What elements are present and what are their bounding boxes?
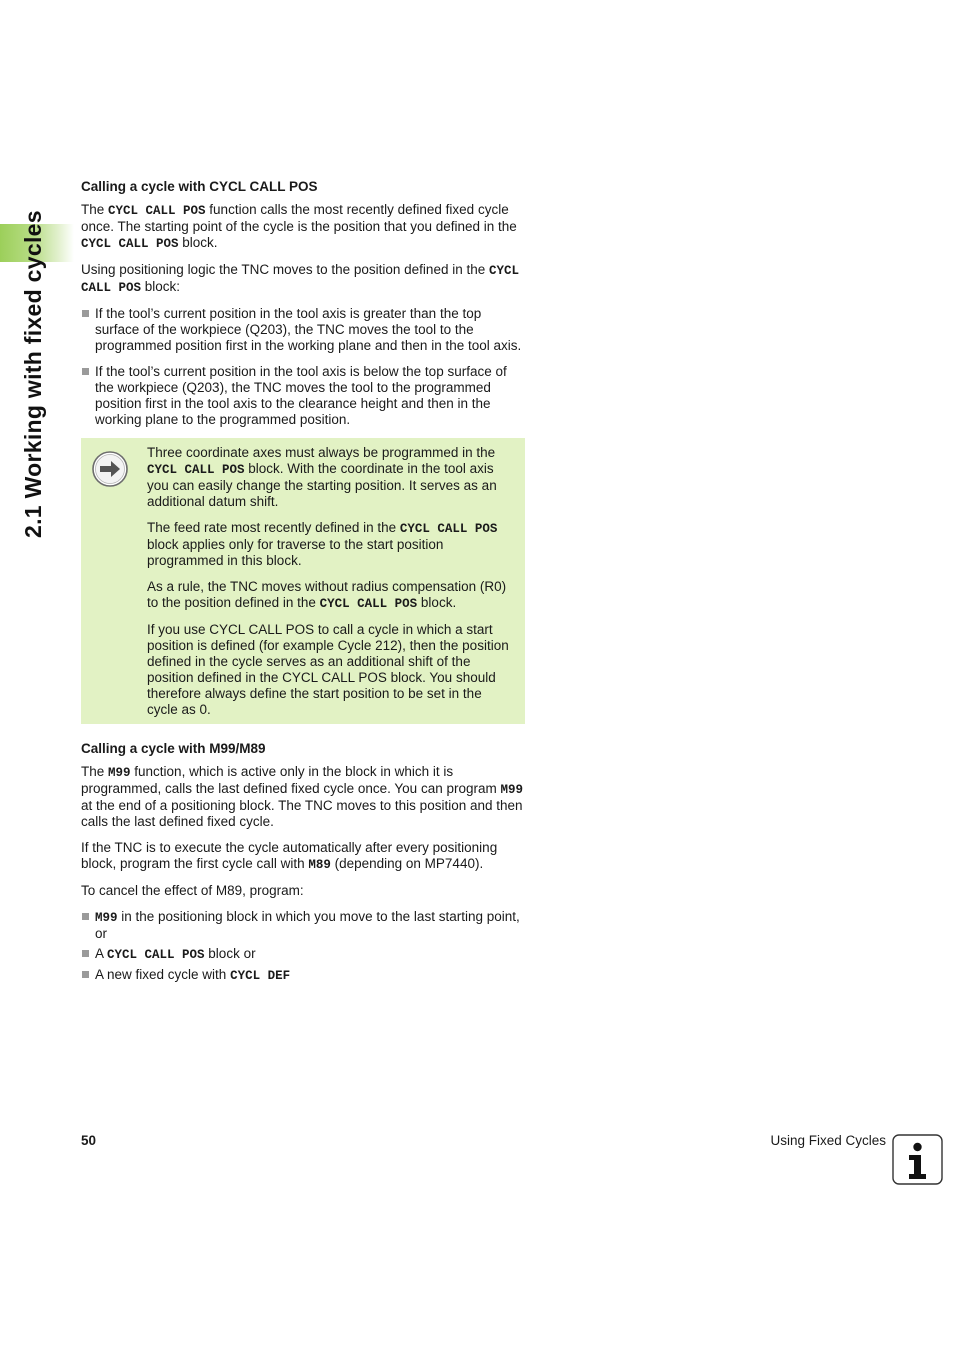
- note-paragraph: The feed rate most recently defined in the CYCL CALL POS block applies only for traverse to the start position programmed in this block.: [147, 520, 498, 568]
- paragraph: Using positioning logic the TNC moves to the position defined in the CYCL CALL POS block:: [81, 262, 520, 295]
- bullet-square-icon: [82, 310, 89, 317]
- paragraph: The CYCL CALL POS function calls the most recently defined fixed cycle once. The starting point of the cycle is the position that you defined in the CYCL CALL POS block.: [81, 202, 517, 251]
- code-keyword: M99: [95, 911, 118, 925]
- paragraph: To cancel the effect of M89, program:: [81, 883, 304, 898]
- arrow-right-icon: [91, 450, 129, 492]
- code-keyword: M99: [108, 766, 131, 780]
- bullet-list: [81, 909, 525, 984]
- list-item: M99 in the positioning block in which you move to the last starting point, or: [81, 909, 525, 942]
- paragraph: The M99 function, which is active only in the block in which it is programmed, calls the last defined fixed cycle once. You can program M99 at the end of a positioning block. The TNC moves to this position and then calls the last defined fixed cycle.: [81, 764, 523, 829]
- note-box: [81, 438, 525, 724]
- list-item: A new fixed cycle with CYCL DEF: [81, 967, 525, 984]
- footer-chapter-title: Using Fixed Cycles: [770, 1133, 886, 1148]
- note-paragraph: Three coordinate axes must always be programmed in the CYCL CALL POS block. With the coordinate in the tool axis you can easily change the starting position. It serves as an additional datum shift.: [147, 445, 497, 509]
- chapter-side-title: 2.1 Working with fixed cycles: [20, 210, 46, 538]
- code-keyword: CYCL CALL POS: [81, 264, 520, 295]
- code-keyword: CYCL CALL POS: [81, 237, 179, 251]
- code-keyword: CYCL CALL POS: [107, 948, 205, 962]
- note-paragraph: If you use CYCL CALL POS to call a cycle in which a start position is defined (for example Cycle 212), then the position defined in the cycle serves as an additional shift of the position defined in the CYCL CALL POS block. You should therefore always define the start position to be set in the cycle as 0.: [147, 622, 509, 717]
- bullet-list: [81, 306, 525, 428]
- bullet-square-icon: [82, 368, 89, 375]
- section-heading-cycl-call-pos: Calling a cycle with CYCL CALL POS: [81, 179, 318, 194]
- bullet-square-icon: [82, 950, 89, 957]
- code-keyword: CYCL CALL POS: [319, 597, 418, 611]
- info-icon: [892, 1134, 943, 1190]
- paragraph: If the TNC is to execute the cycle automatically after every positioning block, program the first cycle call with M89 (depending on MP7440).: [81, 840, 498, 872]
- bullet-square-icon: [82, 913, 89, 920]
- code-keyword: M99: [500, 783, 523, 797]
- list-item: If the tool’s current position in the tool axis is greater than the top surface of the workpiece (Q203), the TNC moves the tool to the programmed position first in the working plane and then in the tool axis.: [81, 306, 525, 354]
- code-keyword: M89: [308, 858, 331, 872]
- code-keyword: CYCL CALL POS: [147, 463, 245, 477]
- list-item: If the tool’s current position in the tool axis is below the top surface of the workpiece (Q203), the TNC moves the tool to the programmed position first in the tool axis to the clearance height and then in the working plane to the programmed position.: [81, 364, 525, 428]
- code-keyword: CYCL DEF: [230, 969, 291, 983]
- code-keyword: CYCL CALL POS: [399, 522, 498, 536]
- code-keyword: CYCL CALL POS: [108, 204, 206, 218]
- list-item: A CYCL CALL POS block or: [81, 946, 525, 963]
- bullet-square-icon: [82, 971, 89, 978]
- main-content: [81, 178, 525, 994]
- page-number: 50: [81, 1133, 97, 1148]
- section-heading-m99-m89: Calling a cycle with M99/M89: [81, 741, 266, 756]
- note-paragraph: As a rule, the TNC moves without radius compensation (R0) to the position defined in the CYCL CALL POS block.: [147, 579, 507, 611]
